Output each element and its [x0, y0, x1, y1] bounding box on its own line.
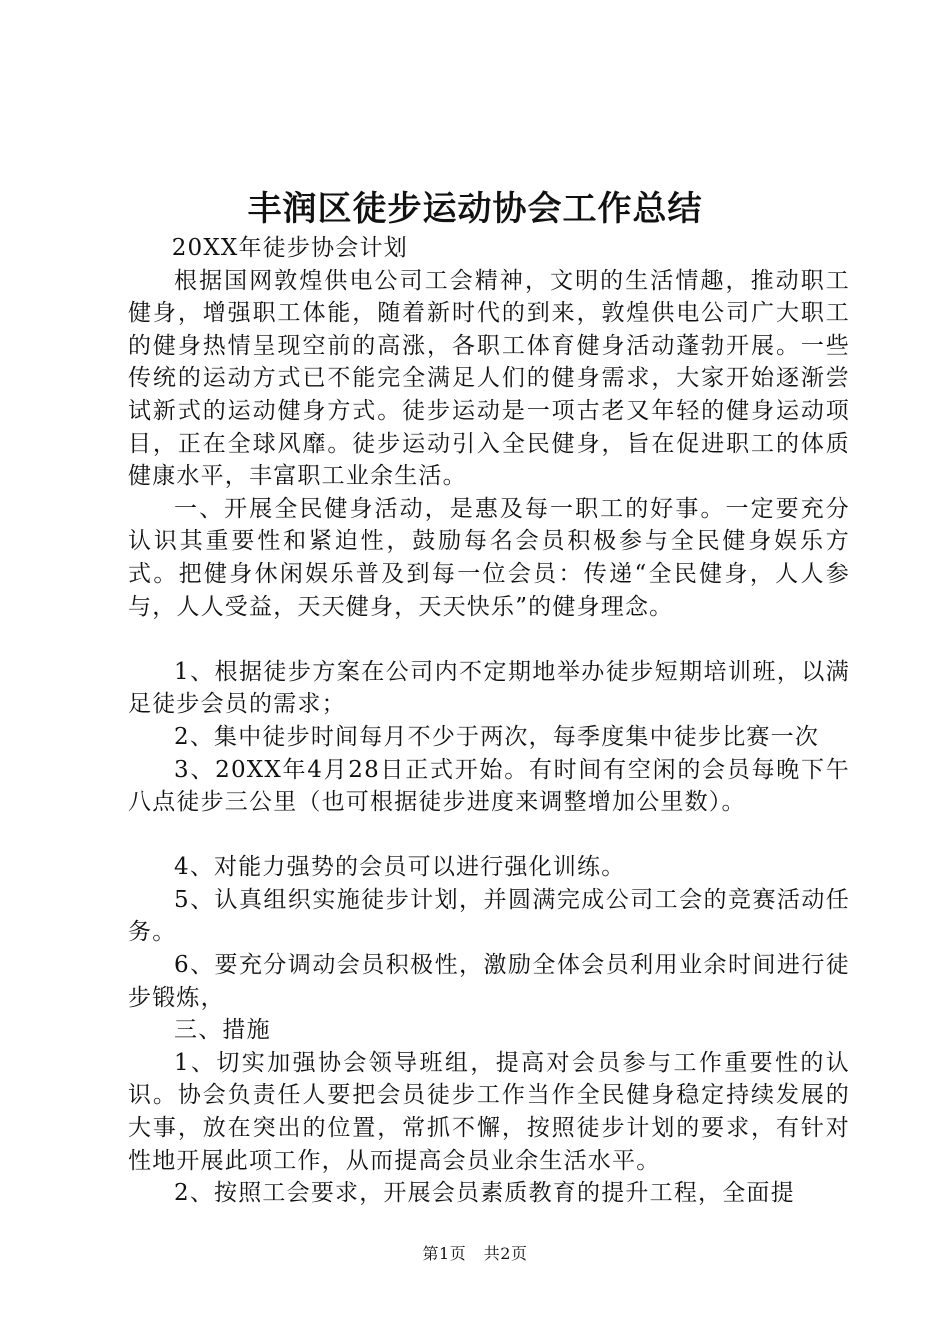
paragraph-intro: 根据国网敦煌供电公司工会精神，文明的生活情趣，推动职工健身，增强职工体能，随着新时代的到来，敦煌供电公司广大职工的健身热情呈现空前的高涨，各职工体育健身活动蓬勃开展。一些传统的运动方式已不能完全满足人们的健身需求，大家开始逐渐尝试新式的运动健身方式。徒步运动是一项古老又年轻的健身运动项目，正在全球风靡。徒步运动引入全民健身，旨在促进职工的体质健康水平，丰富职工业余生活。 [128, 267, 850, 490]
paragraph-item-4: 4、对能力强势的会员可以进行强化训练。 [174, 854, 626, 881]
paragraph-item-2: 2、集中徒步时间每月不少于两次，每季度集中徒步比赛一次 [174, 723, 820, 750]
paragraph-item-3: 3、20XX年4月28日正式开始。有时间有空闲的会员每晚下午八点徒步三公里（也可根据徒步进度来调整增加公里数）。 [128, 756, 850, 816]
paragraph-item-5: 5、认真组织实施徒步计划，并圆满完成公司工会的竞赛活动任务。 [128, 886, 850, 946]
document-body [128, 232, 850, 1210]
page-footer [0, 1243, 950, 1265]
document-title: 丰润区徒步运动协会工作总结 [247, 189, 703, 229]
paragraph-measures-heading: 三、措施 [174, 1017, 271, 1044]
paragraph-measure-2: 2、按照工会要求，开展会员素质教育的提升工程，全面提 [174, 1180, 795, 1207]
page-number-current: 第1页 [422, 1244, 467, 1263]
paragraph-item-1: 1、根据徒步方案在公司内不定期地举办徒步短期培训班，以满足徒步会员的需求； [128, 658, 850, 718]
paragraph-spacer [128, 819, 850, 852]
paragraph-item-6: 6、要充分调动会员积极性，激励全体会员利用业余时间进行徒步锻炼， [128, 952, 850, 1011]
paragraph-measure-1: 1、切实加强协会领导班组，提高对会员参与工作重要性的认识。协会负责任人要把会员徒步工作当作全民健身稳定持续发展的大事，放在突出的位置，常抓不懈，按照徒步计划的要求，有针对性地开展此项工作，从而提高会员业余生活水平。 [128, 1049, 850, 1174]
page-number-total: 共2页 [483, 1244, 528, 1263]
paragraph-plan-heading: 20XX年徒步协会计划 [171, 235, 408, 261]
paragraph-spacer [128, 623, 850, 656]
paragraph-section-one: 一、开展全民健身活动，是惠及每一职工的好事。一定要充分认识其重要性和紧迫性，鼓励每名会员积极参与全民健身娱乐方式。把健身休闲娱乐普及到每一位会员：传递“全民健身，人人参与，人人受益，天天健身，天天快乐”的健身理念。 [128, 495, 850, 620]
